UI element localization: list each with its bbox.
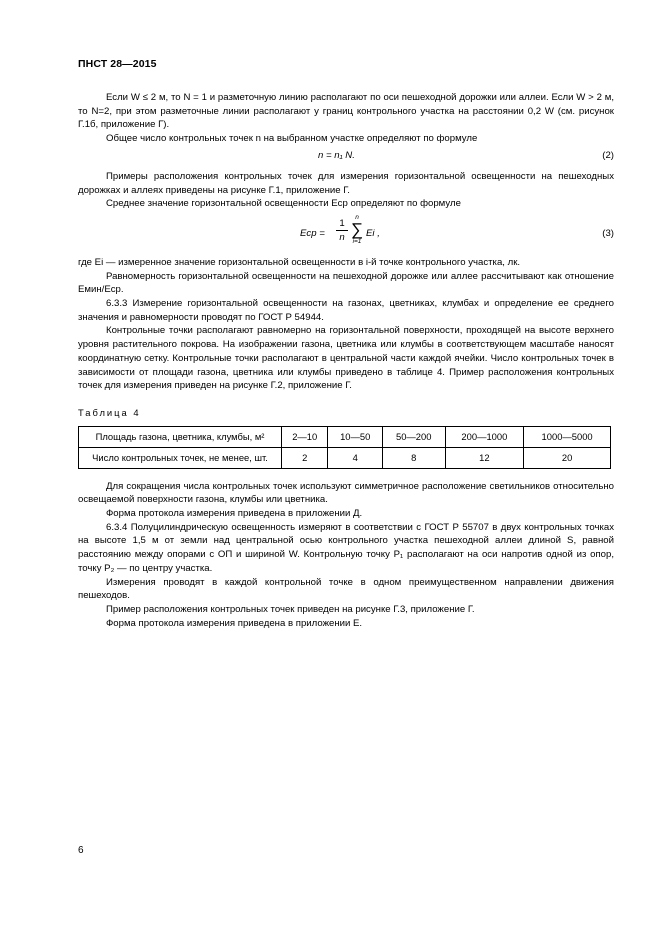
sum-symbol: ∑: [350, 219, 364, 239]
table-cell: 200—1000: [445, 426, 524, 447]
paragraph-example-figure-g3: Пример расположения контрольных точек приведен на рисунке Г.3, приложение Г.: [106, 603, 475, 615]
table-row-area: [79, 426, 611, 447]
formula-2-number: (2): [602, 149, 614, 161]
table-4: [78, 426, 611, 469]
table-cell: 12: [445, 447, 524, 468]
paragraph-control-points-grid: Контрольные точки располагают равномерно на горизонтальной поверхности, проходящей на высоте верхнего уровня растительного покрова. На изображении газона, цветника или клумбы в соответствующем масштабе наносят координатную сетку. Контрольные точки располагают в центральной части каждой ячейки. Число контрольных точек в зависимости от площади газона, цветника или клумбы приведено в таблице 4. Пример расположения контрольных точек для измерения приведен на рисунке Г.2, приложение Г.: [78, 325, 614, 392]
paragraph-protocol-e: Форма протокола измерения приведена в приложении Е.: [106, 617, 363, 629]
formula-3-numerator: 1: [339, 217, 345, 229]
formula-3-lhs: Eср =: [300, 227, 325, 239]
formula-3-rhs: Ei ,: [366, 227, 380, 239]
table-cell: 2—10: [282, 426, 328, 447]
formula-3-denominator: n: [339, 231, 345, 243]
table-cell: 1000—5000: [524, 426, 611, 447]
section-after-table: [78, 480, 614, 631]
page-number: 6: [78, 845, 84, 856]
paragraph-where-ei: где Ei — измеренное значение горизонтальной освещенности в i-й точке контрольного участка, лк.: [78, 256, 521, 268]
sum-lower-limit: i=1: [352, 237, 362, 245]
paragraph-total-points: Общее число контрольных точек n на выбранном участке определяют по формуле: [106, 133, 478, 145]
paragraph-6-3-3: 6.3.3 Измерение горизонтальной освещенности на газонах, цветниках, клумбах и определение ее среднего значения и равномерности проводят по ГОСТ Р 54944.: [78, 298, 614, 323]
formula-3-number: (3): [602, 227, 614, 239]
sum-upper-limit: n: [355, 213, 359, 221]
paragraph-average-illuminance: Среднее значение горизонтальной освещенности Eср определяют по формуле: [106, 198, 461, 210]
table-cell: 2: [282, 447, 328, 468]
formula-2-expression: n = n₁ N.: [318, 149, 355, 161]
fraction-bar: [336, 230, 348, 231]
page-content: [78, 91, 614, 630]
table-row-label-count: Число контрольных точек, не менее, шт.: [79, 447, 282, 468]
formula-3: [78, 214, 614, 254]
document-header: ПНСТ 28—2015: [78, 58, 157, 70]
table-cell: 50—200: [382, 426, 445, 447]
formula-3-fraction: [336, 218, 348, 243]
paragraph-uniformity: Равномерность горизонтальной освещенности на пешеходной дорожке или аллее рассчитывают как отношение Eмин/Eср.: [78, 270, 614, 296]
table-cell: 4: [328, 447, 383, 468]
table-row-label-area: Площадь газона, цветника, клумбы, м²: [79, 426, 282, 447]
table-caption: Таблица 4: [78, 406, 141, 418]
paragraph-protocol-d: Форма протокола измерения приведена в приложении Д.: [106, 508, 363, 520]
formula-2: [78, 149, 614, 164]
paragraph-6-3-4: 6.3.4 Полуцилиндрическую освещенность измеряют в соответствии с ГОСТ Р 55707 в двух контрольных точках на высоте 1,5 м от земли над центральной осью контрольного участка пешеходной аллеи длиной S, равной расстоянию между опорами с ОП и шириной W. Контрольную точку P₁ располагают на оси напротив одной из опор, точку P₂ — по центру участка.: [78, 521, 614, 574]
table-cell: 20: [524, 447, 611, 468]
paragraph-width-rule: Если W ≤ 2 м, то N = 1 и разметочную линию располагают по оси пешеходной дорожки или аллеи. Если W > 2 м, то N=2, при этом разметочные линии располагают у границ контрольного участка на расстоянии 0,2 W (см. рисунок Г.1б, приложение Г).: [78, 92, 614, 131]
table-cell: 10—50: [328, 426, 383, 447]
formula-3-sum: [350, 214, 364, 246]
table-row-count: [79, 447, 611, 468]
paragraph-measurement-direction: Измерения проводят в каждой контрольной точке в одном преимущественном направлении движения пешеходов.: [78, 576, 614, 602]
paragraph-examples-figure-g1: Примеры расположения контрольных точек для измерения горизонтальной освещенности на пешеходных дорожках и аллеях приведены на рисунке Г.1, приложение Г.: [78, 170, 614, 196]
table-cell: 8: [382, 447, 445, 468]
paragraph-symmetric-layout: Для сокращения числа контрольных точек используют симметричное расположение светильников относительно освещаемой поверхности газона, клумбы или цветника.: [78, 480, 614, 506]
